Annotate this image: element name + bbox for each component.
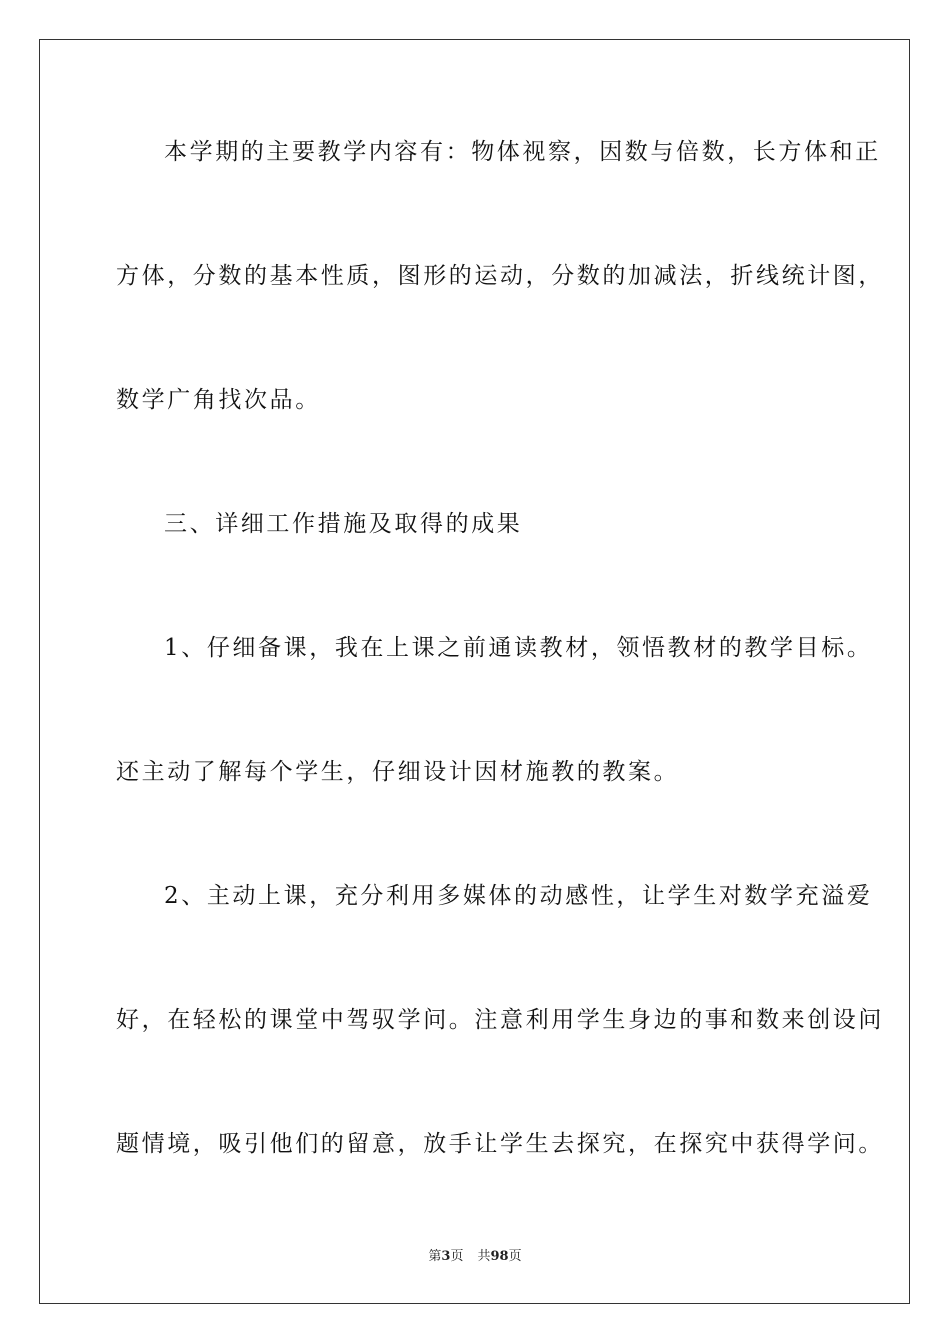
page-footer (0, 1248, 950, 1266)
paragraph-line-7: 2、主动上课，充分利用多媒体的动感性，让学生对数学充溢爱 (164, 883, 873, 909)
paragraph-line-3: 数学广角找次品。 (116, 387, 321, 413)
page-number: 3 (441, 1249, 451, 1264)
total-pages: 98 (490, 1249, 509, 1264)
paragraph-line-1: 本学期的主要教学内容有：物体视察，因数与倍数，长方体和正 (164, 139, 881, 165)
page-prefix: 第 (428, 1249, 442, 1264)
paragraph-line-9: 题情境，吸引他们的留意，放手让学生去探究，在探究中获得学问。 (116, 1131, 884, 1157)
paragraph-line-2: 方体，分数的基本性质，图形的运动，分数的加减法，折线统计图， (116, 263, 884, 289)
section-heading: 三、详细工作措施及取得的成果 (164, 511, 523, 537)
total-suffix: 页 (508, 1249, 522, 1264)
page-border (39, 39, 910, 1304)
total-prefix: 共 (477, 1249, 491, 1264)
paragraph-line-5: 1、仔细备课，我在上课之前通读教材，领悟教材的教学目标。 (164, 635, 873, 661)
paragraph-line-8: 好，在轻松的课堂中驾驭学问。注意利用学生身边的事和数来创设问 (116, 1007, 884, 1033)
page-suffix: 页 (450, 1249, 464, 1264)
paragraph-line-6: 还主动了解每个学生，仔细设计因材施教的教案。 (116, 759, 680, 785)
